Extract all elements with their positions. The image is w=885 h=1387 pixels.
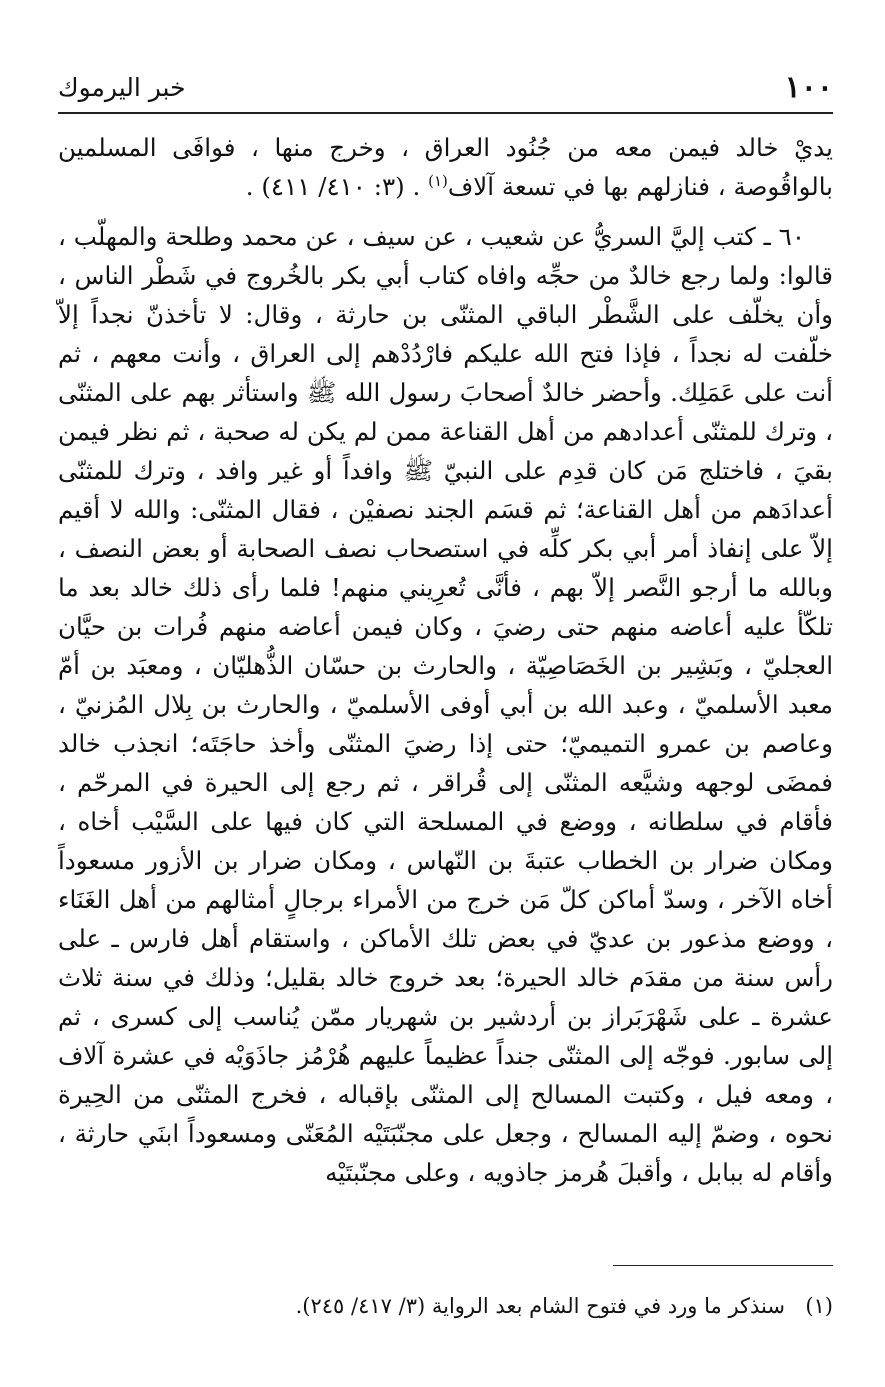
header-divider — [58, 112, 833, 114]
paragraph-60: ٦٠ ـ كتب إليَّ السريُّ عن شعيب ، عن سيف ، عن محمد وطلحة والمهلّب ، قالوا: ولما رجع خالدٌ من حجِّه وافاه كتاب أبي بكر بالخُروج في شَطْر الناس ، وأن يخلّف على الشَّطْر الباقي المثنّى بن حارثة ، وقال: لا تأخذنّ نجداً إلاّ خلّفت له نجداً ، فإذا فتح الله عليكم فارْدُدْهم إلى العراق ، وأنت معهم ، ثم أنت على عَمَلِك. وأحضر خالدٌ أصحابَ رسول الله ﷺ واستأثر بهم على المثنّى ، وترك للمثنّى أعدادهم من أهل القناعة ممن لم يكن له صحبة ، ثم نظر فيمن بقيَ ، فاختلج مَن كان قدِم على النبيّ ﷺ وافداً أو غير وافد ، وترك للمثنّى أعدادَهم من أهل القناعة؛ ثم قسَم الجند نصفيْن ، فقال المثنّى: والله لا أقيم إلاّ على إنفاذ أمر أبي بكر كلِّه في استصحاب نصف الصحابة أو بعض النصف ، وبالله ما أرجو النَّصر إلاّ بهم ، فأنَّى تُعرِيني منهم! فلما رأى ذلك خالد بعد ما تلكّأ عليه أعاضه منهم حتى رضيَ ، وكان فيمن أعاضه منهم فُرات بن حيَّان العجليّ ، وبَشِير بن الخَصَاصِيّة ، والحارث بن حسّان الذُّهليّان ، ومعبَد بن أمّ معبد الأسلميّ ، وعبد الله بن أبي أوفى الأسلميّ ، والحارث بن بِلال المُزنيّ ، وعاصم بن عمرو التميميّ؛ حتى إذا رضيَ المثنّى وأخذ حاجَتَه؛ انجذب خالد فمضَى لوجهه وشيَّعه المثنّى إلى قُراقر ، ثم رجع إلى الحيرة في المرحّم ، فأقام في سلطانه ، ووضع في المسلحة التي كان فيها على السَّيْب أخاه ، ومكان ضرار بن الخطاب عتبةَ بن النّهاس ، ومكان ضرار بن الأزور مسعوداً أخاه الآخر ، وسدّ أماكن كلّ مَن خرج من الأمراء برجالٍ أمثالهم من أهل الغَنَاء ، ووضع مذعور بن عديّ في بعض تلك الأماكن ، واستقام أهل فارس ـ على رأس سنة من مقدَم خالد الحيرة؛ بعد خروج خالد بقليل؛ وذلك في سنة ثلاث عشرة ـ على شَهْرَبَراز بن أردشير بن شهريار ممّن يُناسب إلى كسرى ، ثم إلى سابور. فوجّه إلى المثنّى جنداً عظيماً عليهم هُرْمُز جاذَوَيْه في عشرة آلاف ، ومعه فيل ، وكتبت المسالح إلى المثنّى بإقباله ، فخرج المثنّى من الحِيرة نحوه ، وضمّ إليه المسالح ، وجعل على مجنّبَتَيْه المُعَنّى ومسعوداً ابنَي حارثة ، وأقام له ببابل ، وأقبلَ هُرمز جاذويه ، وعلى مجنّبتَيْه — [58, 222, 833, 1187]
paragraph-continued-text: يديْ خالد فيمن معه من جُنُود العراق ، وخرج منها ، فوافَى المسلمين بالواقُوصة ، فنازلهم بها في تسعة آلاف — [58, 133, 833, 201]
paragraph-continued-citation: . (٣: ٤١٠/ ٤١١) . — [245, 172, 429, 201]
footnote-text: سنذكر ما ورد في فتوح الشام بعد الرواية (٣/ ٤١٧/ ٢٤٥). — [295, 1294, 785, 1318]
paragraph-continued — [58, 128, 833, 206]
page-header — [58, 66, 833, 110]
footnote-number: (١) — [805, 1294, 833, 1318]
footnote — [58, 1290, 833, 1322]
footnote-reference: (١) — [428, 171, 448, 190]
main-text — [58, 128, 833, 1192]
page-number: ١٠٠ — [784, 70, 833, 105]
footnote-divider — [613, 1265, 833, 1266]
running-title: خبر اليرموك — [58, 73, 186, 102]
